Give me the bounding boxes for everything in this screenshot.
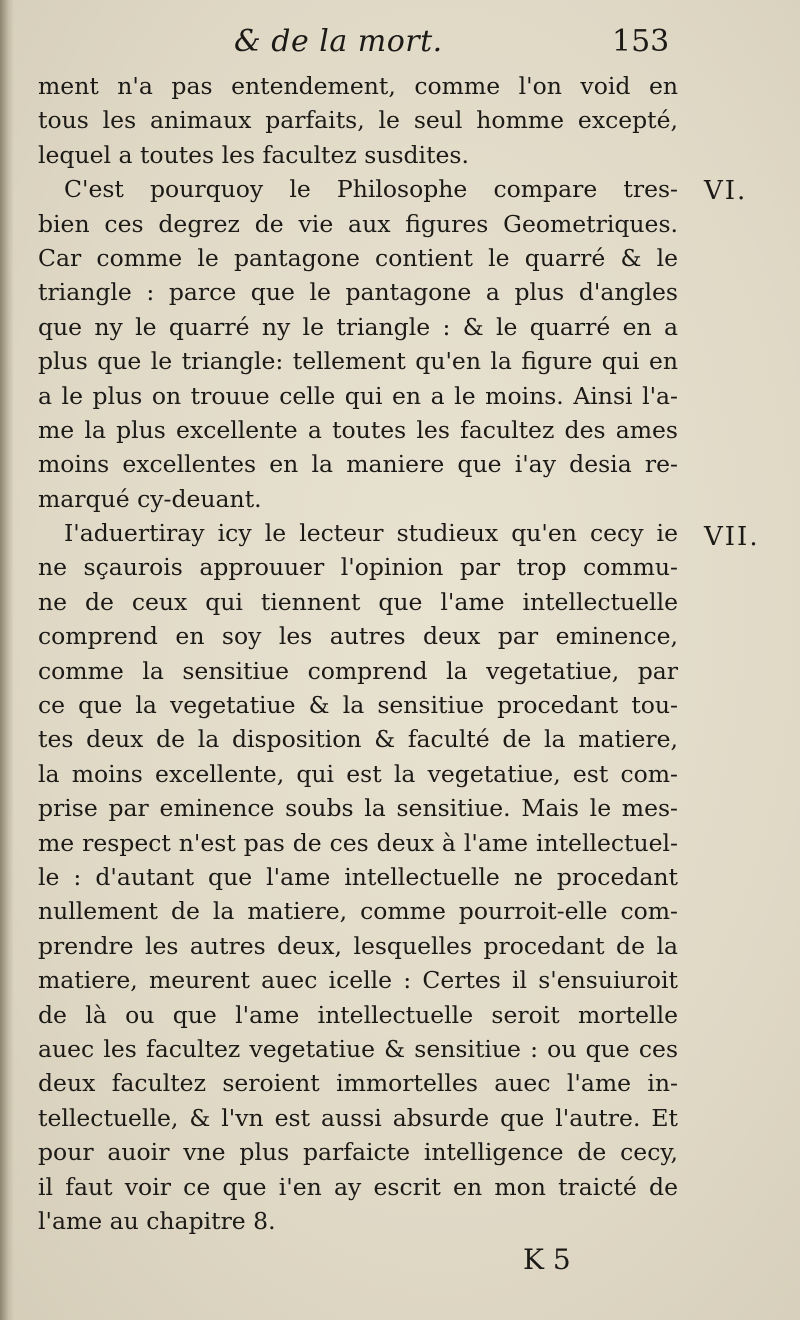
margin-note-section-vi: VI. bbox=[704, 176, 748, 206]
text-line: marqué cy-deuant. bbox=[38, 484, 262, 513]
text-line: plus que le triangle: tellement qu'en la figure qui en bbox=[38, 347, 678, 376]
text-line: tous les animaux parfaits, le seul homme excepté, bbox=[38, 106, 678, 135]
text-line: prendre les autres deux, lesquelles procedant de la bbox=[38, 931, 678, 960]
text-line: comprend en soy les autres deux par eminence, bbox=[38, 622, 678, 651]
text-line: de là ou que l'ame intellectuelle seroit mortelle bbox=[38, 1000, 678, 1029]
text-line: nullement de la matiere, comme pourroit-elle com- bbox=[38, 897, 678, 926]
page-number: 153 bbox=[612, 24, 670, 59]
text-line: me respect n'est pas de ces deux à l'ame intellectuel- bbox=[38, 828, 678, 857]
signature-mark: K 5 bbox=[523, 1243, 571, 1276]
body-text bbox=[38, 69, 678, 1238]
text-line: auec les facultez vegetatiue & sensitiue : ou que ces bbox=[38, 1034, 678, 1063]
text-line: il faut voir ce que i'en ay escrit en mon traicté de bbox=[38, 1172, 678, 1201]
text-line: tes deux de la disposition & faculté de la matiere, bbox=[38, 725, 678, 754]
text-line: me la plus excellente a toutes les facultez des ames bbox=[38, 415, 678, 444]
text-line: ce que la vegetatiue & la sensitiue procedant tou- bbox=[38, 691, 678, 720]
text-line: I'aduertiray icy le lecteur studieux qu'en cecy ie bbox=[64, 519, 678, 548]
text-line: matiere, meurent auec icelle : Certes il s'ensuiuroit bbox=[38, 966, 678, 995]
text-line: lequel a toutes les facultez susdites. bbox=[38, 140, 469, 169]
text-line: ne sçaurois approuuer l'opinion par trop commu- bbox=[38, 553, 678, 582]
binding-gutter bbox=[0, 0, 14, 1320]
running-title: & de la mort. bbox=[234, 24, 443, 59]
page-header bbox=[0, 18, 800, 68]
text-line: l'ame au chapitre 8. bbox=[38, 1206, 276, 1235]
text-line: la moins excellente, qui est la vegetatiue, est com- bbox=[38, 759, 678, 788]
text-line: bien ces degrez de vie aux figures Geometriques. bbox=[38, 209, 678, 238]
text-line: deux facultez seroient immortelles auec l'ame in- bbox=[38, 1069, 678, 1098]
text-line: comme la sensitiue comprend la vegetatiue, par bbox=[38, 656, 678, 685]
text-line: C'est pourquoy le Philosophe compare tres- bbox=[64, 175, 678, 204]
text-line: ment n'a pas entendement, comme l'on void en bbox=[38, 72, 678, 100]
text-line: a le plus on trouue celle qui en a le moins. Ainsi l'a- bbox=[38, 381, 678, 410]
text-line: triangle : parce que le pantagone a plus d'angles bbox=[38, 278, 678, 307]
text-line: moins excellentes en la maniere que i'ay desia re- bbox=[38, 450, 678, 479]
text-line: tellectuelle, & l'vn est aussi absurde que l'autre. Et bbox=[38, 1103, 678, 1132]
text-line: Car comme le pantagone contient le quarré & le bbox=[38, 243, 678, 272]
text-line: pour auoir vne plus parfaicte intelligence de cecy, bbox=[38, 1138, 678, 1167]
text-line: ne de ceux qui tiennent que l'ame intellectuelle bbox=[38, 587, 678, 616]
text-line: prise par eminence soubs la sensitiue. Mais le mes- bbox=[38, 794, 678, 823]
text-line: le : d'autant que l'ame intellectuelle ne procedant bbox=[38, 862, 678, 891]
margin-note-section-vii: VII. bbox=[704, 522, 760, 552]
text-line: que ny le quarré ny le triangle : & le quarré en a bbox=[38, 312, 678, 341]
